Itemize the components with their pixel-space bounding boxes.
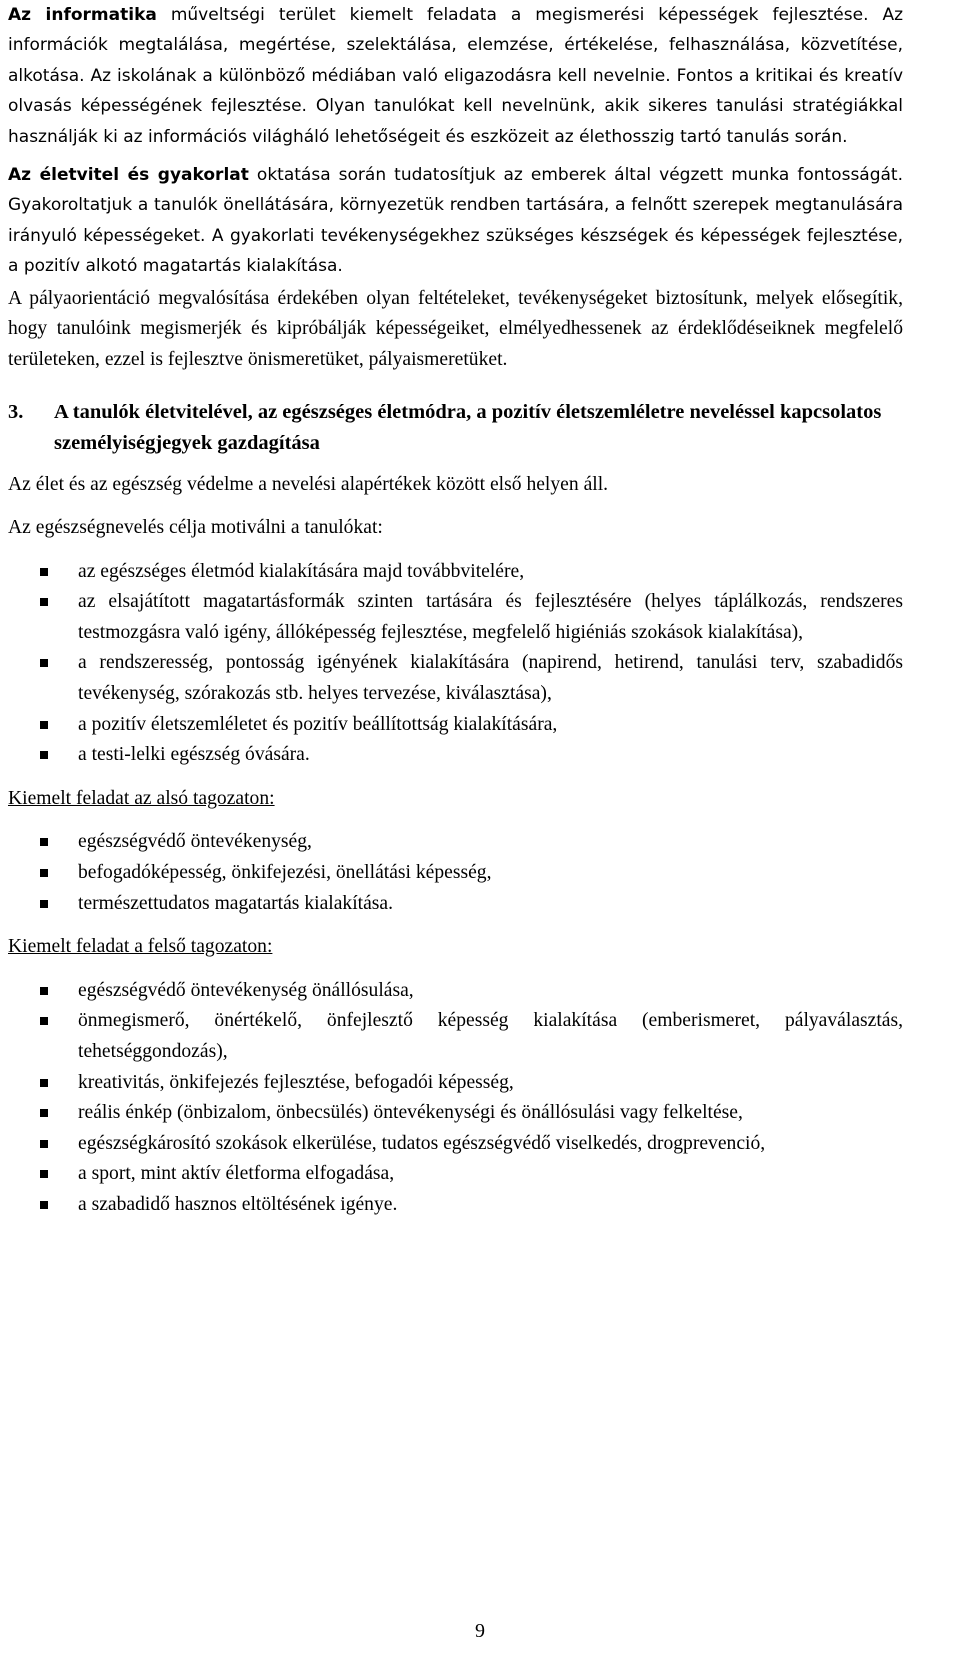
paragraph-egeszseg-vedelme: Az élet és az egészség védelme a nevelési alapértékek között első helyen áll. bbox=[8, 474, 609, 496]
square-bullet-icon bbox=[40, 987, 48, 995]
section-number: 3. bbox=[8, 401, 24, 424]
list-item: befogadóképesség, önkifejezési, önellátási képesség, bbox=[8, 858, 903, 889]
square-bullet-icon bbox=[40, 659, 48, 667]
square-bullet-icon bbox=[40, 598, 48, 606]
square-bullet-icon bbox=[40, 900, 48, 908]
list-item: a szabadidő hasznos eltöltésének igénye. bbox=[8, 1190, 903, 1221]
paragraph-text: oktatása során tudatosítjuk az emberek által végzett munka fontosságát. Gyakoroltatjuk a tanulók önellátására, környezetük rendben tartására, a felnőtt szerepek megtanulására irányuló képességeket. A gyakorlati tevékenységekhez szükséges készségek és képességek fejlesztése, a pozitív alkotó magatartás kialakítása. bbox=[8, 165, 903, 277]
list-item: önmegismerő, önértékelő, önfejlesztő képesség kialakítása (emberismeret, pályaválasztás, tehetséggondozás), bbox=[8, 1006, 903, 1067]
paragraph-egeszsegneveles: Az egészségnevelés célja motiválni a tanulókat: bbox=[8, 517, 383, 539]
paragraph-eletvitel bbox=[8, 160, 903, 282]
paragraph-palyaorientacio: A pályaorientáció megvalósítása érdekében olyan feltételeket, tevékenységeket biztosítunk, melyek elősegítik, hogy tanulóink megismerjék és kipróbálják képességeiket, elmélyedhessenek az érdeklődéseiknek megfelelő területeken, ezzel is fejlesztve önismeretüket, pályaismeretüket. bbox=[8, 287, 903, 370]
paragraph-text: műveltségi terület kiemelt feladata a megismerési képességek fejlesztése. Az információk megtalálása, megértése, szelektálása, elemzése, értékelése, felhasználása, közvetítése, alkotása. Az iskolának a különböző médiában való eligazodásra kell nevelnie. Fontos a kritikai és kreatív olvasás képességének fejlesztése. Olyan tanulókat kell nevelnünk, akik sikeres tanulási stratégiákkal használják ki az információs világháló lehetőségeit és eszközeit az élethosszig tartó tanulás során. bbox=[8, 5, 903, 147]
paragraph-informatika bbox=[8, 0, 903, 152]
heading-upper-grades: Kiemelt feladat a felső tagozaton: bbox=[8, 936, 273, 958]
square-bullet-icon bbox=[40, 1201, 48, 1209]
list-item: reális énkép (önbizalom, önbecsülés) öntevékenységi és önállósulási vagy felkeltése, bbox=[8, 1098, 903, 1129]
square-bullet-icon bbox=[40, 1109, 48, 1117]
list-item: az egészséges életmód kialakítására majd továbbvitelére, bbox=[8, 557, 903, 588]
square-bullet-icon bbox=[40, 838, 48, 846]
square-bullet-icon bbox=[40, 721, 48, 729]
list-item: a rendszeresség, pontosság igényének kialakítására (napirend, hetirend, tanulási terv, szabadidős tevékenység, szórakozás stb. helyes tervezése, kiválasztása), bbox=[8, 648, 903, 709]
list-item: az elsajátított magatartásformák szinten tartására és fejlesztésére (helyes táplálkozás, rendszeres testmozgásra való igény, állóképesség fejlesztése, megfelelő higiéniás szokások kialakítása), bbox=[8, 587, 903, 648]
list-item: a sport, mint aktív életforma elfogadása, bbox=[8, 1159, 903, 1190]
list-item: egészségkárosító szokások elkerülése, tudatos egészségvédő viselkedés, drogprevenció, bbox=[8, 1129, 903, 1160]
bold-term-informatika: Az informatika bbox=[8, 5, 157, 25]
square-bullet-icon bbox=[40, 1017, 48, 1025]
list-item: egészségvédő öntevékenység, bbox=[8, 827, 903, 858]
section-heading bbox=[8, 397, 903, 459]
square-bullet-icon bbox=[40, 1140, 48, 1148]
bullet-list-goals bbox=[8, 557, 903, 771]
list-item: kreativitás, önkifejezés fejlesztése, befogadói képesség, bbox=[8, 1068, 903, 1099]
list-item: a testi-lelki egészség óvására. bbox=[8, 740, 903, 771]
bullet-list-lower bbox=[8, 827, 903, 919]
list-item: természettudatos magatartás kialakítása. bbox=[8, 889, 903, 920]
bullet-list-upper bbox=[8, 976, 903, 1221]
square-bullet-icon bbox=[40, 1079, 48, 1087]
bold-term-eletvitel: Az életvitel és gyakorlat bbox=[8, 165, 249, 186]
square-bullet-icon bbox=[40, 751, 48, 759]
square-bullet-icon bbox=[40, 568, 48, 576]
page-number: 9 bbox=[475, 1620, 485, 1642]
list-item: a pozitív életszemléletet és pozitív beállítottság kialakítására, bbox=[8, 710, 903, 741]
section-title: A tanulók életvitelével, az egészséges életmódra, a pozitív életszemléletre neveléssel kapcsolatos személyiségjegyek gazdagítása bbox=[54, 401, 882, 455]
heading-lower-grades: Kiemelt feladat az alsó tagozaton: bbox=[8, 787, 275, 809]
list-item: egészségvédő öntevékenység önállósulása, bbox=[8, 976, 903, 1007]
square-bullet-icon bbox=[40, 1170, 48, 1178]
document-page bbox=[8, 0, 903, 1221]
square-bullet-icon bbox=[40, 869, 48, 877]
